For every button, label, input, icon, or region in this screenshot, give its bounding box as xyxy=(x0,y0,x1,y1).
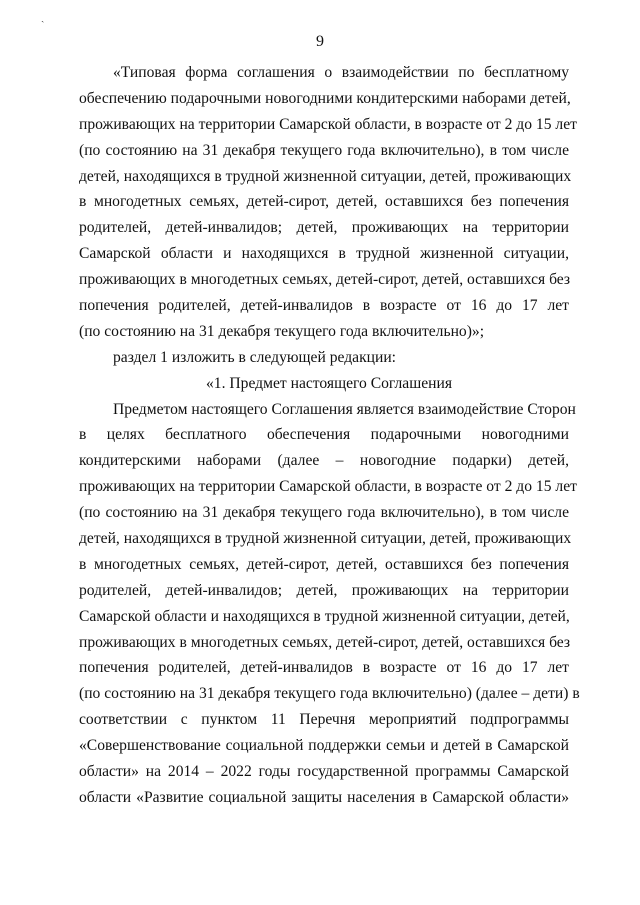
paragraph-line: Самарской области и находящихся в трудной жизненной ситуации, xyxy=(79,245,569,263)
paragraph-line: (по состоянию на 31 декабря текущего года включительно) (далее – дети) в xyxy=(79,685,580,703)
paragraph-line: в целях бесплатного обеспечения подарочными новогодними xyxy=(79,426,569,444)
paragraph-line: в многодетных семьях, детей-сирот, детей, оставшихся без попечения xyxy=(79,193,569,211)
paragraph-line: раздел 1 изложить в следующей редакции: xyxy=(113,348,397,366)
paragraph-line: Предметом настоящего Соглашения является взаимодействие Сторон xyxy=(113,400,576,418)
paragraph-line: в многодетных семьях, детей-сирот, детей, оставшихся без попечения xyxy=(79,555,569,573)
paragraph-line: попечения родителей, детей-инвалидов в возрасте от 16 до 17 лет xyxy=(79,659,569,677)
page-number: 9 xyxy=(316,33,324,50)
paragraph-line: попечения родителей, детей-инвалидов в возрасте от 16 до 17 лет xyxy=(79,297,569,315)
paragraph-line: проживающих на территории Самарской области, в возрасте от 2 до 15 лет xyxy=(79,478,577,496)
scan-mark: ˎ xyxy=(41,12,45,23)
paragraph-line: родителей, детей-инвалидов; детей, проживающих на территории xyxy=(79,581,569,599)
paragraph-line: «Типовая форма соглашения о взаимодействии по бесплатному xyxy=(113,64,569,81)
paragraph-line: (по состоянию на 31 декабря текущего года включительно), в том числе xyxy=(79,141,569,159)
paragraph-line: (по состоянию на 31 декабря текущего года включительно)»; xyxy=(79,322,485,340)
section-heading: «1. Предмет настоящего Соглашения xyxy=(206,374,452,392)
paragraph-line: обеспечению подарочными новогодними кондитерскими наборами детей, xyxy=(79,89,571,107)
paragraph-line: (по состоянию на 31 декабря текущего года включительно), в том числе xyxy=(79,504,569,522)
paragraph-line: Самарской области и находящихся в трудной жизненной ситуации, детей, xyxy=(79,607,570,625)
paragraph-line: области» на 2014 – 2022 годы государственной программы Самарской xyxy=(79,763,569,781)
paragraph-line: соответствии с пунктом 11 Перечня мероприятий подпрограммы xyxy=(79,711,569,729)
paragraph-line: детей, находящихся в трудной жизненной ситуации, детей, проживающих xyxy=(79,167,572,185)
paragraph-line: детей, находящихся в трудной жизненной ситуации, детей, проживающих xyxy=(79,530,572,548)
paragraph-line: проживающих на территории Самарской области, в возрасте от 2 до 15 лет xyxy=(79,115,577,133)
paragraph-line: «Совершенствование социальной поддержки семьи и детей в Самарской xyxy=(79,737,569,755)
paragraph-line: кондитерскими наборами (далее – новогодние подарки) детей, xyxy=(79,452,569,470)
body-text xyxy=(79,60,580,811)
paragraph-line: области «Развитие социальной защиты населения в Самарской области» xyxy=(79,788,569,806)
paragraph-line: проживающих в многодетных семьях, детей-сирот, детей, оставшихся без xyxy=(79,633,571,651)
paragraph-line: родителей, детей-инвалидов; детей, проживающих на территории xyxy=(79,219,569,237)
paragraph-line: проживающих в многодетных семьях, детей-сирот, детей, оставшихся без xyxy=(79,271,571,289)
